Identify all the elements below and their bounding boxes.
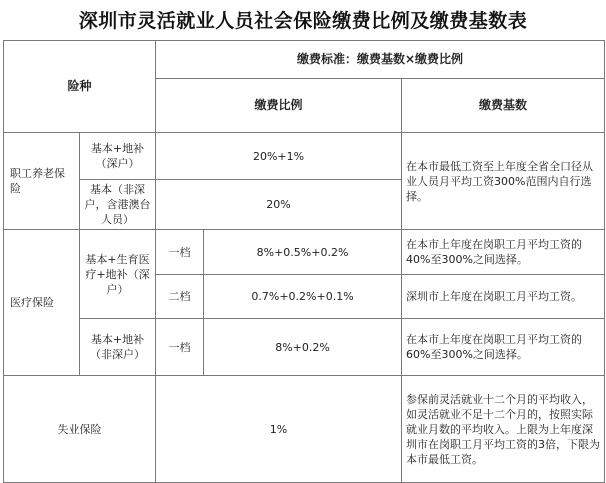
pension-category-nonlocal: 基本（非深户，含港澳台人员）: [80, 180, 156, 230]
medical-tier-1: 一档: [156, 230, 204, 275]
unemployment-rate: 1%: [156, 376, 402, 483]
medical-rate-tier-2: 0.7%+0.2%+0.1%: [204, 275, 402, 319]
pension-rate-local: 20%+1%: [156, 133, 402, 180]
unemployment-base: 参保前灵活就业十二个月的平均收入，如灵活就业不足十二个月的，按照实际就业月数的平均收入。上限为上年度深圳市在岗职工月平均工资的3倍，下限为本市最低工资。: [402, 376, 605, 483]
page-title: 深圳市灵活就业人员社会保险缴费比例及缴费基数表: [78, 10, 528, 32]
pension-name: 职工养老保险: [4, 133, 80, 230]
medical-base-nonlocal: 在本市上年度在岗职工月平均工资的60%至300%之间选择。: [402, 319, 605, 376]
medical-base-tier-2: 深圳市上年度在岗职工月平均工资。: [402, 275, 605, 319]
medical-category-local: 基本+生育医疗+地补（深户）: [80, 230, 156, 319]
pension-category-local: 基本+地补（深户）: [80, 133, 156, 180]
medical-category-nonlocal: 基本+地补（非深户）: [80, 319, 156, 376]
medical-tier-nonlocal: 一档: [156, 319, 204, 376]
pension-base: 在本市最低工资至上年度全省全口径从业人员月平均工资300%范围内自行选择。: [402, 133, 605, 230]
header-rate: 缴费比例: [156, 79, 402, 133]
medical-base-tier-1: 在本市上年度在岗职工月平均工资的40%至300%之间选择。: [402, 230, 605, 275]
medical-name: 医疗保险: [4, 230, 80, 376]
contribution-table: [3, 40, 605, 483]
medical-rate-tier-1: 8%+0.5%+0.2%: [204, 230, 402, 275]
medical-tier-2: 二档: [156, 275, 204, 319]
header-insurance-type: 险种: [4, 41, 156, 133]
header-standard: 缴费标准：缴费基数×缴费比例: [156, 41, 605, 79]
header-base: 缴费基数: [402, 79, 605, 133]
medical-rate-nonlocal: 8%+0.2%: [204, 319, 402, 376]
unemployment-name: 失业保险: [4, 376, 156, 483]
pension-rate-nonlocal: 20%: [156, 180, 402, 230]
